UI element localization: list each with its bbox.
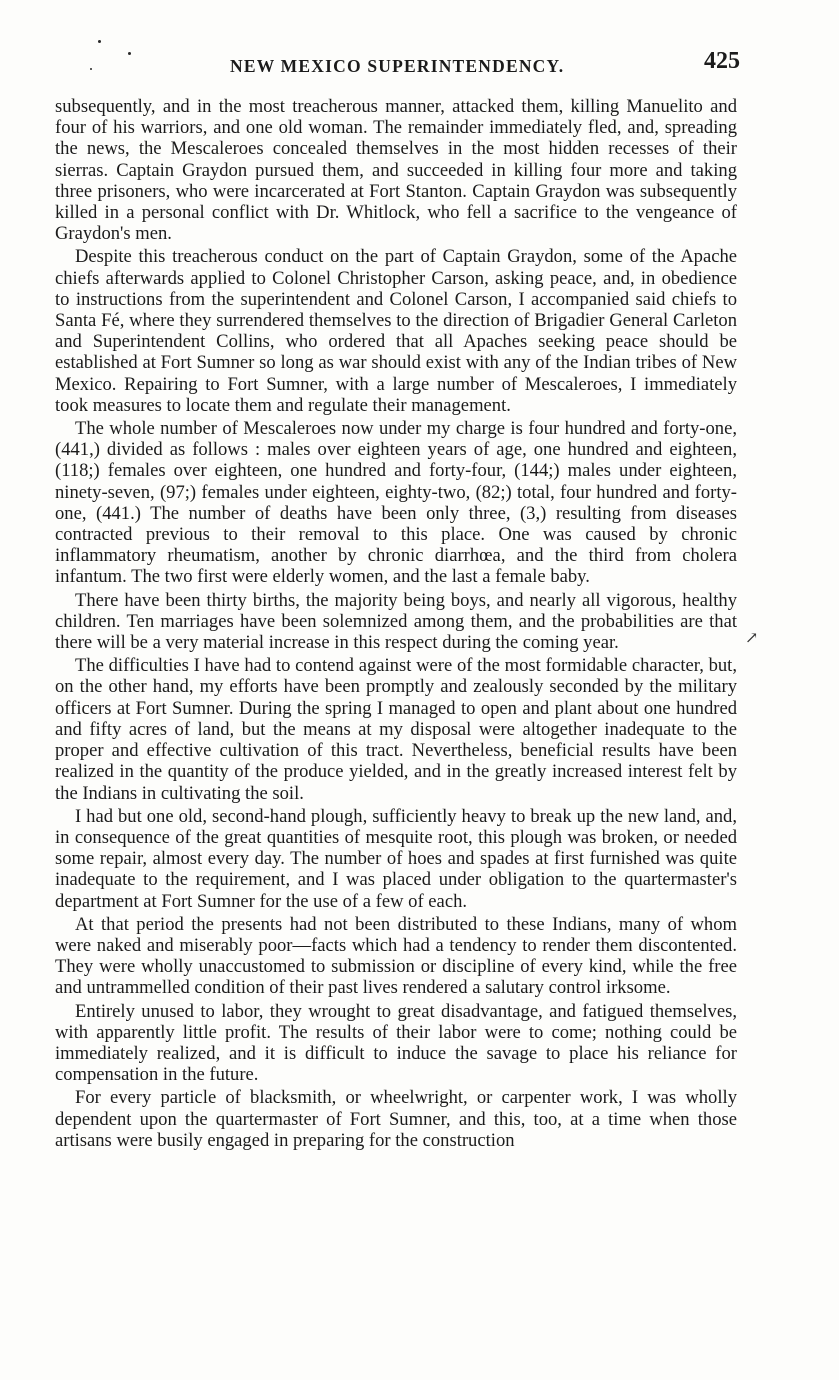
paragraph: The whole number of Mescaleroes now under my charge is four hundred and forty-one, (441,) divided as follows : males over eighteen years of age, one hundred and eighteen, (118;) females over eighteen, one hundred and forty-four, (144;) males under eighteen, ninety-seven, (97;) females under eighteen, eighty-two, (82;) total, four hundred and forty-one, (441.) The number of deaths have been only three, (3,) resulting from diseases contracted previous to their removal to this place. One was caused by chronic inflammatory rheumatism, another by chronic diarrhœa, and the third from cholera infantum. The two first were elderly women, and the last a female baby. — [55, 418, 737, 588]
paragraph: For every particle of blacksmith, or wheelwright, or carpenter work, I was wholly dependent upon the quartermaster of Fort Sumner, and this, too, at a time when those artisans were busily engaged in preparing for the construction — [55, 1087, 737, 1151]
margin-speck — [128, 52, 131, 55]
running-head: NEW MEXICO SUPERINTENDENCY. — [230, 56, 565, 76]
paragraph: There have been thirty births, the majority being boys, and nearly all vigorous, healthy children. Ten marriages have been solemnized among them, and the probabilities are that there will be a very material increase in this respect during the coming year. — [55, 589, 737, 654]
page-header — [55, 48, 740, 84]
paragraph: The difficulties I have had to contend against were of the most formidable character, but, on the other hand, my efforts have been promptly and zealously seconded by the military officers at Fort Sumner. During the spring I managed to open and plant about one hundred and fifty acres of land, but the means at my disposal were altogether inadequate to the proper and effective cultivation of this tract. Nevertheless, beneficial results have been realized in the quantity of the produce yielded, and in the greatly increased interest felt by the Indians in cultivating the soil. — [55, 655, 737, 804]
margin-speck — [90, 68, 92, 70]
margin-speck — [98, 40, 101, 43]
paragraph: I had but one old, second-hand plough, sufficiently heavy to break up the new land, and, in consequence of the great quantities of mesquite root, this plough was broken, or needed some repair, almost every day. The number of hoes and spades at first furnished was quite inadequate to the requirement, and I was placed under obligation to the quartermaster's department at Fort Sumner for the use of a few of each. — [55, 805, 737, 912]
page-number: 425 — [704, 48, 740, 74]
paragraph: At that period the presents had not been distributed to these Indians, many of whom were naked and miserably poor—facts which had a tendency to render them discontented. They were wholly unaccustomed to submission or discipline of every kind, while the free and untrammelled condition of their past lives rendered a salutary control irksome. — [55, 913, 737, 999]
body-text — [55, 96, 737, 1151]
paragraph: Entirely unused to labor, they wrought to great disadvantage, and fatigued themselves, with apparently little profit. The results of their labor were to come; nothing could be immediately realized, and it is difficult to induce the savage to place his reliance for compensation in the future. — [55, 1000, 737, 1086]
paragraph: subsequently, and in the most treacherous manner, attacked them, killing Manuelito and four of his warriors, and one old woman. The remainder immediately fled, and, spreading the news, the Mescaleroes concealed themselves in the most hidden recesses of their sierras. Captain Graydon pursued them, and succeeded in killing four more and taking three prisoners, who were incarcerated at Fort Stanton. Captain Graydon was subsequently killed in a personal conflict with Dr. Whitlock, who fell a sacrifice to the vengeance of Graydon's men. — [55, 96, 737, 245]
paragraph: Despite this treacherous conduct on the part of Captain Graydon, some of the Apache chiefs afterwards applied to Colonel Christopher Carson, asking peace, and, in obedience to instructions from the superintendent and Colonel Carson, I accompanied said chiefs to Santa Fé, where they surrendered themselves to the direction of Brigadier General Carleton and Superintendent Collins, who ordered that all Apaches seeking peace should be established at Fort Sumner so long as war should exist with any of the Indian tribes of New Mexico. Repairing to Fort Sumner, with a large number of Mescaleroes, I immediately took measures to locate them and regulate their management. — [55, 246, 737, 416]
margin-tick-mark: ↗ — [745, 630, 759, 647]
